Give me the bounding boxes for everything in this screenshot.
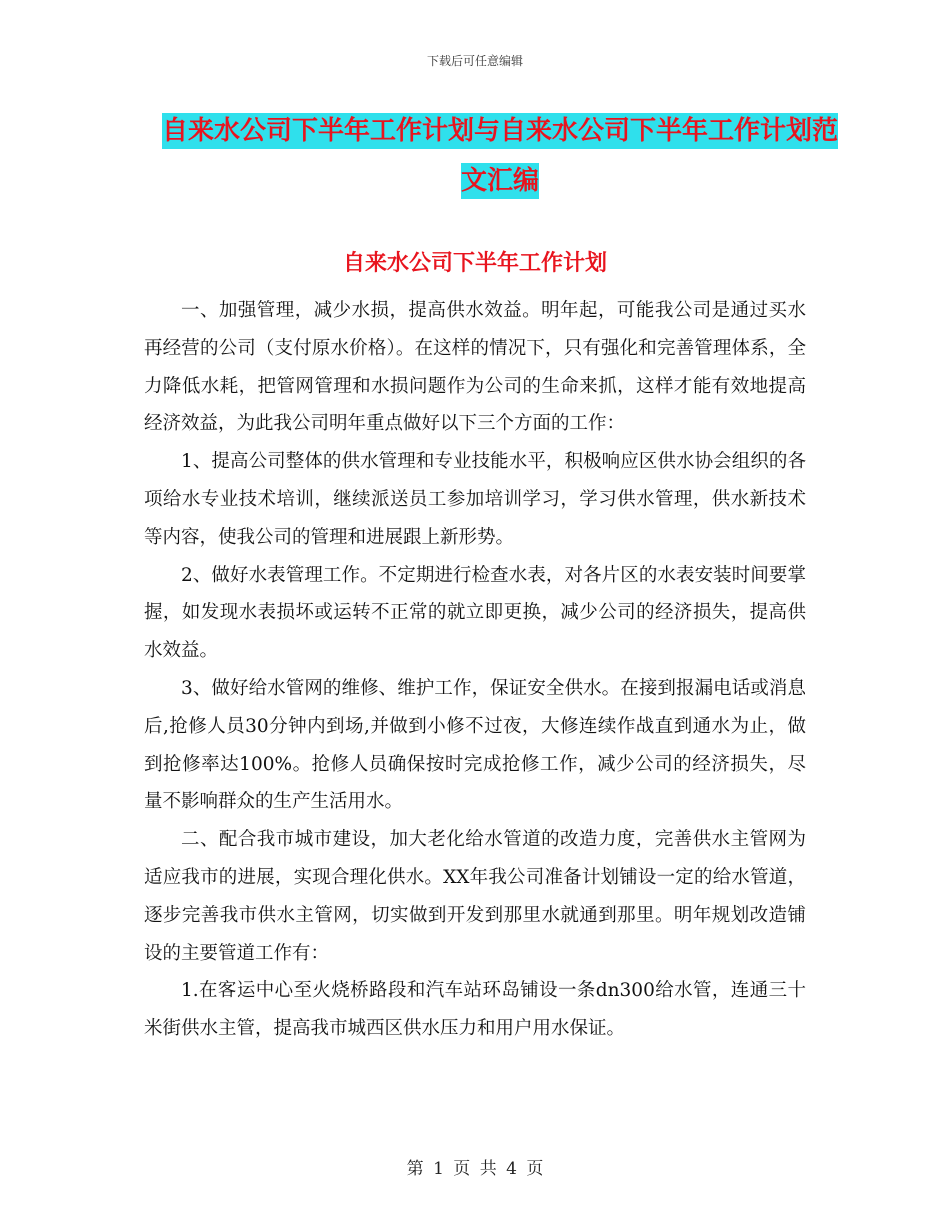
document-title-text: 自来水公司下半年工作计划与自来水公司下半年工作计划范文汇编 [162,113,838,199]
header-note: 下载后可任意编辑 [426,54,523,68]
paragraph: 二、配合我市城市建设，加大老化给水管道的改造力度，完善供水主管网为适应我市的进展，实现合理化供水。XX年我公司准备计划铺设一定的给水管道，逐步完善我市供水主管网，切实做到开发到那里水就通到那里。明年规划改造铺设的主要管道工作有： [144,829,806,964]
page-footer: 第 1 页 共 4 页 [406,1159,544,1179]
paragraph: 2、做好水表管理工作。不定期进行检查水表，对各片区的水表安装时间要掌握，如发现水表损坏或运转不正常的就立即更换，减少公司的经济损失，提高供水效益。 [144,564,806,662]
body-text [144,292,806,1048]
document-title [150,106,850,206]
paragraph: 1.在客运中心至火烧桥路段和汽车站环岛铺设一条dn300给水管，连通三十米街供水主管，提高我市城西区供水压力和用户用水保证。 [144,980,806,1040]
paragraph: 3、做好给水管网的维修、维护工作，保证安全供水。在接到报漏电话或消息后,抢修人员30分钟内到场,并做到小修不过夜，大修连续作战直到通水为止，做到抢修率达100%。抢修人员确保按时完成抢修工作，减少公司的经济损失，尽量不影响群众的生产生活用水。 [144,677,806,813]
section-title: 自来水公司下半年工作计划 [342,251,607,276]
paragraph: 一、加强管理，减少水损，提高供水效益。明年起，可能我公司是通过买水再经营的公司（支付原水价格）。在这样的情况下，只有强化和完善管理体系，全力降低水耗，把管网管理和水损问题作为公司的生命来抓，这样才能有效地提高经济效益，为此我公司明年重点做好以下三个方面的工作： [144,300,806,435]
paragraph: 1、提高公司整体的供水管理和专业技能水平，积极响应区供水协会组织的各项给水专业技术培训，继续派送员工参加培训学习，学习供水管理，供水新技术等内容，使我公司的管理和进展跟上新形势。 [144,451,806,548]
